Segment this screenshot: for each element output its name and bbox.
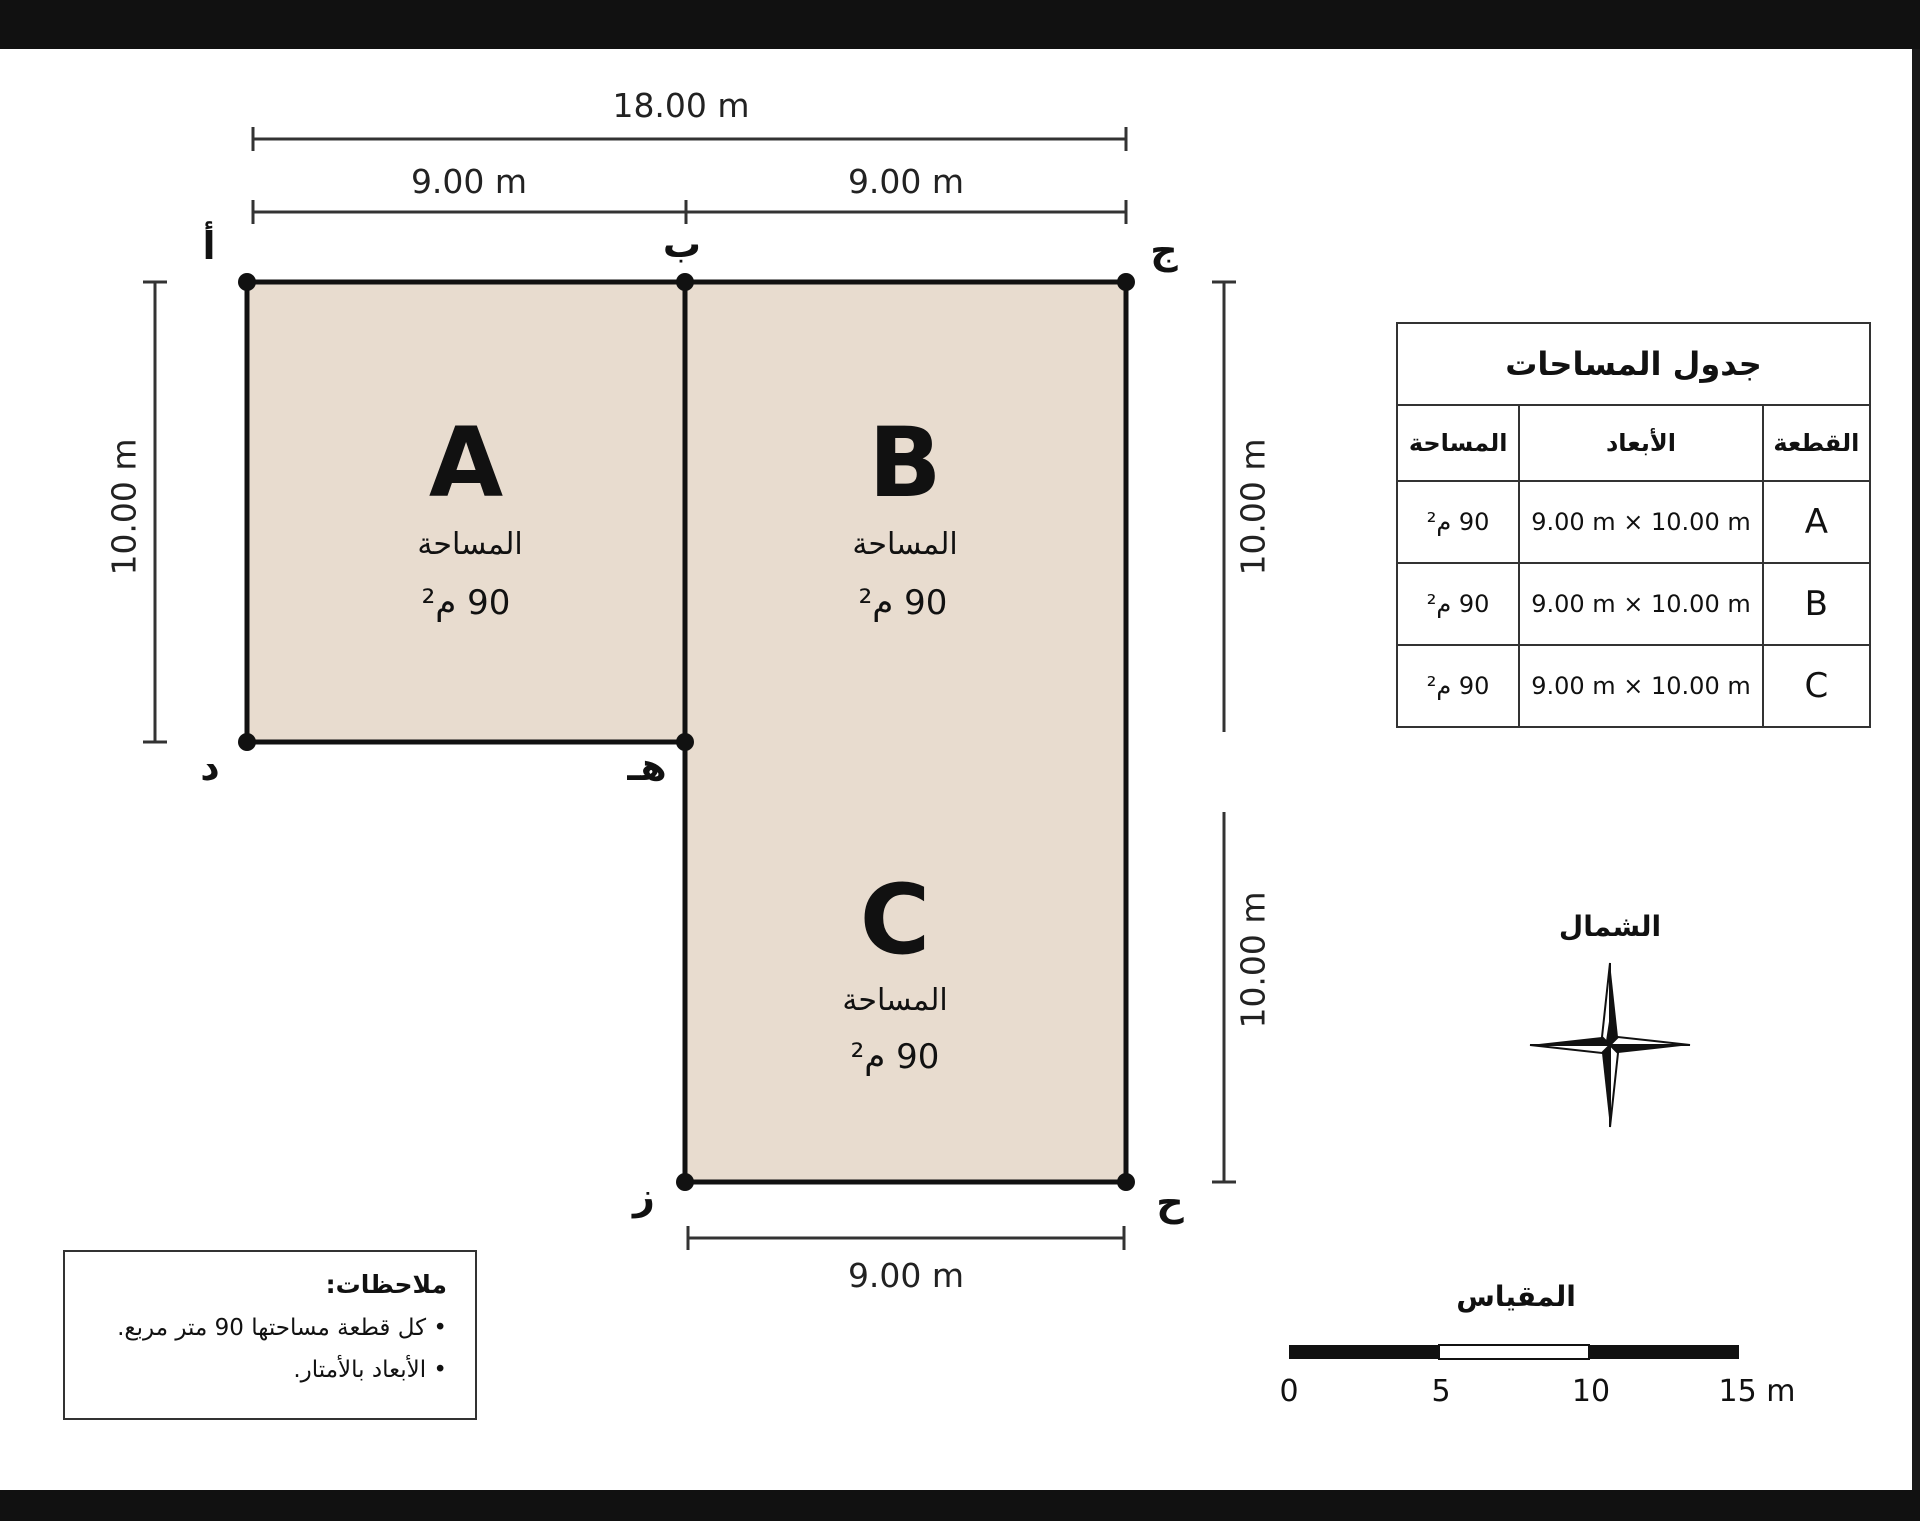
plot-a-area-value: 90 م² [421,583,511,623]
scale-tick-15: 15 m [1718,1374,1796,1409]
north-label: الشمال [1558,910,1662,943]
header-plot: القطعة [1763,405,1870,481]
corner-ba: ب [662,222,702,266]
table-row [1397,563,1870,645]
plot-c-area-value: 90 م² [850,1037,940,1077]
corner-hha: ح [1156,1180,1184,1224]
scale-tick-10: 10 [1571,1374,1611,1409]
area-table [1396,322,1871,728]
area-table-title: جدول المساحات [1397,323,1870,405]
dim-right-b: 10.00 m [1233,438,1273,576]
table-row [1397,481,1870,563]
dim-bottom-c: 9.00 m [847,1256,965,1295]
corner-zay: ز [633,1174,655,1218]
notes-item: • الأبعاد بالأمتار. [293,1357,447,1383]
notes-title: ملاحظات: [325,1270,447,1299]
cell-area: 90 م² [1397,563,1519,645]
scale-tick-0: 0 [1279,1374,1299,1409]
dim-top-a: 9.00 m [410,162,528,201]
dim-left-a: 10.00 m [104,438,144,576]
scale-tick-5: 5 [1431,1374,1451,1409]
notes-item: • كل قطعة مساحتها 90 متر مربع. [117,1315,447,1341]
scale-title: المقياس [1456,1280,1576,1313]
cell-area: 90 م² [1397,481,1519,563]
plot-b-letter: B [868,407,942,519]
cell-area: 90 م² [1397,645,1519,727]
area-table-header-row [1397,405,1870,481]
table-row [1397,645,1870,727]
notes-item-text: الأبعاد بالأمتار. [293,1357,427,1383]
plot-b-area-value: 90 م² [858,583,948,623]
plot-a-area-label: المساحة [417,527,523,562]
corner-dal: د [200,745,220,789]
corner-ha: هـ [627,745,667,789]
corner-jim: ج [1150,228,1178,272]
cell-plot: A [1763,481,1870,563]
notes-box [63,1250,477,1420]
plot-c-letter: C [859,864,931,976]
header-dimensions: الأبعاد [1519,405,1762,481]
cell-plot: B [1763,563,1870,645]
dim-right-c: 10.00 m [1233,891,1273,1029]
scale-bar [1289,1345,1739,1359]
notes-item-text: كل قطعة مساحتها 90 متر مربع. [117,1315,427,1341]
cell-dimensions: 9.00 m × 10.00 m [1519,481,1762,563]
dim-top-b: 9.00 m [847,162,965,201]
cell-dimensions: 9.00 m × 10.00 m [1519,645,1762,727]
plot-c-area-label: المساحة [842,983,948,1018]
cell-dimensions: 9.00 m × 10.00 m [1519,563,1762,645]
north-compass-icon [1530,963,1690,1127]
plot-b-area-label: المساحة [852,527,958,562]
cell-plot: C [1763,645,1870,727]
dim-total-top: 18.00 m [612,86,750,125]
corner-alef: أ [202,224,216,268]
plot-a-letter: A [428,407,504,519]
header-area: المساحة [1397,405,1519,481]
